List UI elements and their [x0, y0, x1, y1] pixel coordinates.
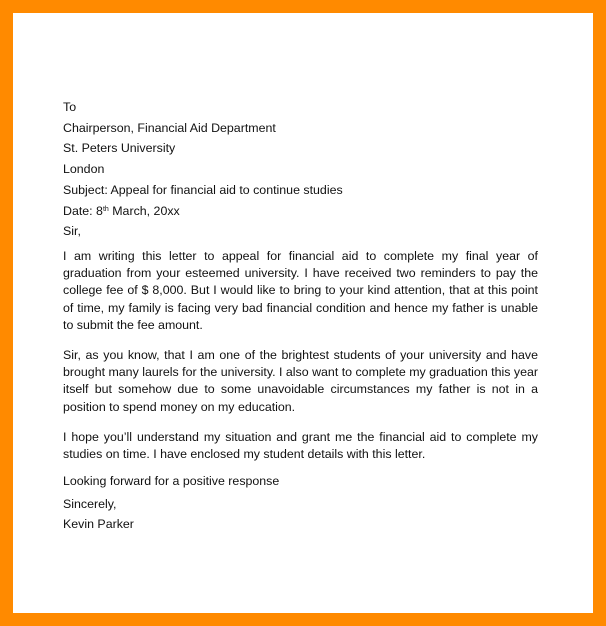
salutation: Sir, — [63, 224, 81, 239]
institution-name: St. Peters University — [63, 141, 176, 156]
city-name: London — [63, 162, 105, 177]
paragraph-background: Sir, as you know, that I am one of the brightest students of your university and have brought many laurels for the university. I also want to complete my graduation this year itself but somehow due to some unavoidable circumstances my father is not in a position to spend money on my education. — [63, 347, 538, 414]
date-rest: March, 20xx — [108, 203, 180, 218]
closing-line: Looking forward for a positive response — [63, 474, 280, 489]
date-line — [63, 201, 538, 222]
sender-name: Kevin Parker — [63, 517, 134, 532]
sign-off: Sincerely, — [63, 497, 117, 512]
paragraph-request: I hope you’ll understand my situation and grant me the financial aid to complete my studies on time. I have enclosed my student details with this letter. — [63, 429, 538, 461]
date-prefix: Date: 8 — [63, 203, 103, 218]
recipient-title: Chairperson, Financial Aid Department — [63, 120, 276, 135]
letter-body — [63, 97, 538, 534]
date-ordinal-suffix: th — [102, 205, 109, 213]
to-line: To — [63, 100, 77, 114]
paragraph-appeal: I am writing this letter to appeal for financial aid to complete my final year of graduation from your esteemed university. I have received two reminders to pay the college fee of $ 8,000. But I would like to bring to your kind attention, that at this point of time, my family is facing very bad financial condition and hence my father is unable to submit the fee amount. — [63, 248, 538, 332]
subject-line: Subject: Appeal for financial aid to continue studies — [63, 182, 343, 197]
